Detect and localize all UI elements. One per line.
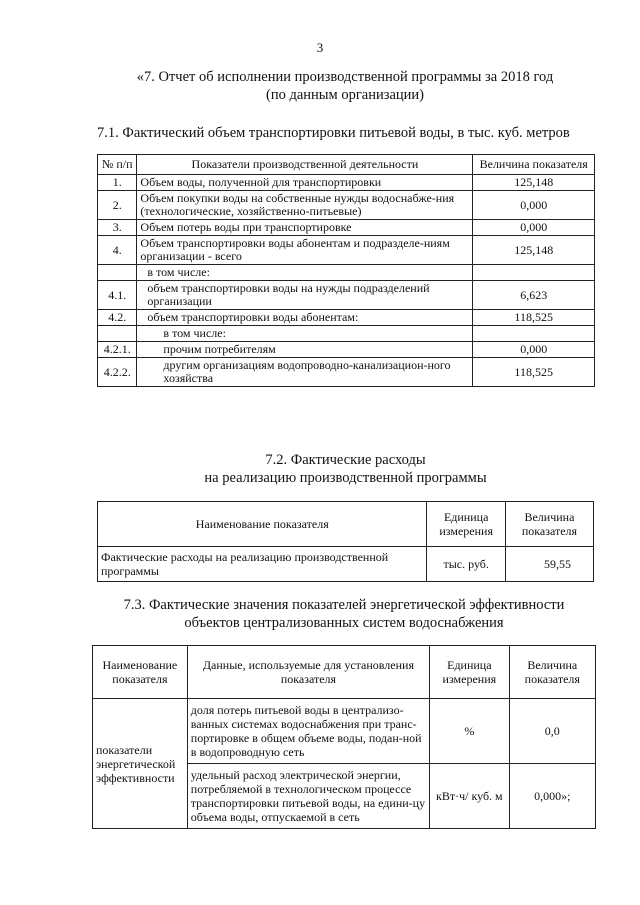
row-name: Объем транспортировки воды абонентам и подразделе-ниям организации - всего [137, 236, 473, 265]
table-row [98, 310, 595, 326]
row-name: Фактические расходы на реализацию производственной программы [98, 547, 427, 582]
row-num: 4.2. [98, 310, 137, 326]
table-header-row [98, 155, 595, 175]
table-header-row [93, 646, 596, 699]
row-num: 2. [98, 191, 137, 220]
header-value: Величина показателя [505, 502, 593, 547]
energy-efficiency-table [92, 645, 596, 829]
table-row [98, 220, 595, 236]
row-num: 3. [98, 220, 137, 236]
row-name: в том числе: [137, 265, 473, 281]
table-row [98, 281, 595, 310]
document-title-line-2: (по данным организации) [265, 87, 424, 103]
row-value: 0,0 [509, 699, 595, 764]
section-7-2-heading-line-1: 7.2. Фактические расходы [265, 452, 426, 468]
header-value: Величина показателя [509, 646, 595, 699]
header-name: Наименование показателя [98, 502, 427, 547]
row-value: 0,000 [473, 342, 595, 358]
row-value: 0,000 [473, 220, 595, 236]
section-7-3-heading [92, 596, 596, 632]
section-7-2-heading-line-2: на реализацию производственной программы [204, 470, 487, 486]
row-num [98, 326, 137, 342]
table-row [98, 342, 595, 358]
row-name: в том числе: [137, 326, 473, 342]
row-num: 4.2.2. [98, 358, 137, 387]
table-row [98, 191, 595, 220]
table-header-row [98, 502, 594, 547]
table-row [98, 236, 595, 265]
row-value: 0,000»; [509, 764, 595, 829]
header-unit: Единица измерения [430, 646, 510, 699]
row-data: доля потерь питьевой воды в централизо-ванных системах водоснабжения при транс-портировке в общем объеме воды, подан-ной в водопроводную сеть [187, 699, 429, 764]
table-row [98, 358, 595, 387]
row-value [473, 326, 595, 342]
row-value: 118,525 [473, 310, 595, 326]
header-unit: Единица измерения [427, 502, 505, 547]
header-indicator: Показатели производственной деятельности [137, 155, 473, 175]
row-num: 4.1. [98, 281, 137, 310]
row-name: другим организациям водопроводно-канализацион-ного хозяйства [137, 358, 473, 387]
table-row [98, 547, 594, 582]
row-unit: % [430, 699, 510, 764]
row-num: 4. [98, 236, 137, 265]
row-num: 1. [98, 175, 137, 191]
header-data: Данные, используемые для установления показателя [187, 646, 429, 699]
row-value: 125,148 [473, 236, 595, 265]
row-value: 118,525 [473, 358, 595, 387]
row-value: 125,148 [473, 175, 595, 191]
table-row [98, 265, 595, 281]
row-unit: кВт·ч/ куб. м [430, 764, 510, 829]
row-value [473, 265, 595, 281]
row-name: Объем воды, полученной для транспортировки [137, 175, 473, 191]
table-row [98, 175, 595, 191]
row-name: Объем покупки воды на собственные нужды водоснабже-ния (технологические, хозяйственно-питьевые) [137, 191, 473, 220]
expenses-table [97, 501, 594, 582]
transport-volume-table [97, 154, 595, 387]
group-name: показатели энергетической эффективности [93, 699, 188, 829]
row-name: объем транспортировки воды абонентам: [137, 310, 473, 326]
header-value: Величина показателя [473, 155, 595, 175]
row-data: удельный расход электрической энергии, потребляемой в технологическом процессе транспортировки питьевой воды, на едини-цу объема воды, отпускаемой в сеть [187, 764, 429, 829]
header-num: № п/п [98, 155, 137, 175]
document-title-line-1: «7. Отчет об исполнении производственной программы за 2018 год [136, 69, 554, 85]
section-7-1-heading: 7.1. Фактический объем транспортировки питьевой воды, в тыс. куб. метров [97, 125, 570, 141]
row-value: 6,623 [473, 281, 595, 310]
section-7-3-heading-line-1: 7.3. Фактические значения показателей энергетической эффективности [123, 597, 565, 613]
row-value: 59,55 [505, 547, 593, 582]
row-name: объем транспортировки воды на нужды подразделений организации [137, 281, 473, 310]
row-num: 4.2.1. [98, 342, 137, 358]
section-7-3-heading-line-2: объектов централизованных систем водоснабжения [184, 615, 504, 631]
page-number: 3 [316, 40, 324, 55]
document-title [120, 68, 570, 104]
row-num [98, 265, 137, 281]
header-name: Наименование показателя [93, 646, 188, 699]
row-name: прочим потребителям [137, 342, 473, 358]
row-name: Объем потерь воды при транспортировке [137, 220, 473, 236]
section-7-2-heading [97, 451, 594, 487]
row-unit: тыс. руб. [427, 547, 505, 582]
table-row [93, 699, 596, 764]
table-row [98, 326, 595, 342]
row-value: 0,000 [473, 191, 595, 220]
